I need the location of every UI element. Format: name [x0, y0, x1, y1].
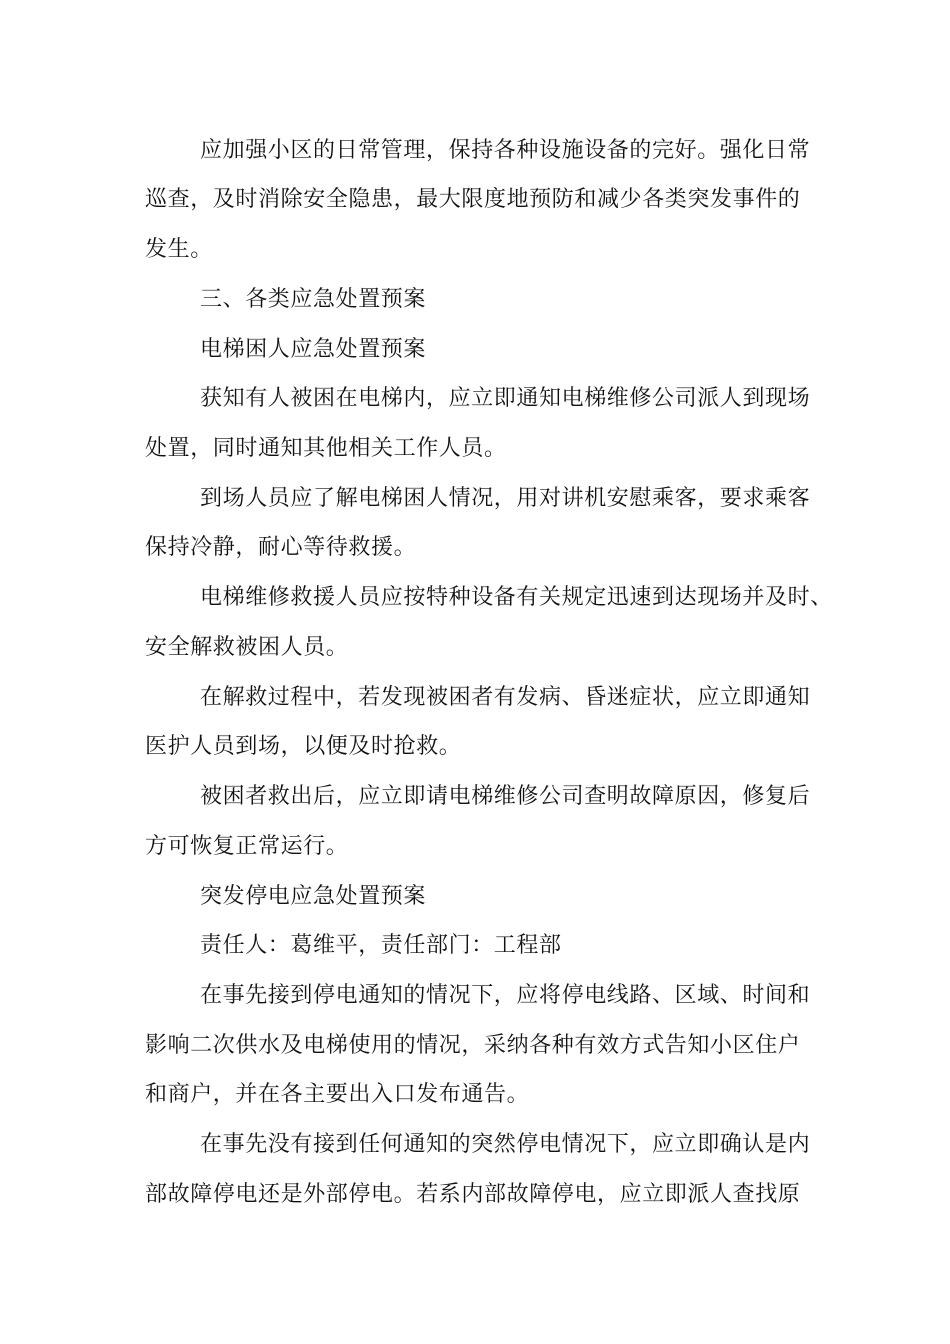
paragraph-line: 部故障停电还是外部停电。若系内部故障停电，应立即派人查找原	[145, 1182, 801, 1207]
paragraph-line: 安全解救被困人员。	[145, 635, 349, 660]
paragraph-line: 被困者救出后，应立即请电梯维修公司查明故障原因，修复后	[200, 784, 811, 809]
paragraph-line: 获知有人被困在电梯内，应立即通知电梯维修公司派人到现场	[200, 386, 811, 411]
paragraph-line: 巡查，及时消除安全隐患，最大限度地预防和减少各类突发事件的	[145, 187, 801, 212]
responsibility-line: 责任人：葛维平，责任部门：工程部	[200, 933, 562, 958]
paragraph-line: 处置，同时通知其他相关工作人员。	[145, 436, 507, 461]
paragraph-line: 保持冷静，耐心等待救援。	[145, 535, 417, 560]
subsection-heading: 电梯困人应急处置预案	[200, 337, 427, 362]
paragraph-line: 和商户，并在各主要出入口发布通告。	[145, 1082, 530, 1107]
paragraph-line: 发生。	[145, 237, 213, 262]
paragraph-line: 应加强小区的日常管理，保持各种设施设备的完好。强化日常	[200, 138, 811, 163]
subsection-heading: 突发停电应急处置预案	[200, 884, 427, 909]
paragraph-line: 方可恢复正常运行。	[145, 834, 349, 859]
paragraph-line: 到场人员应了解电梯困人情况，用对讲机安慰乘客，要求乘客	[200, 486, 811, 511]
paragraph-line: 在解救过程中，若发现被困者有发病、昏迷症状，应立即通知	[200, 685, 811, 710]
section-heading: 三、各类应急处置预案	[200, 287, 427, 312]
paragraph-line: 电梯维修救援人员应按特种设备有关规定迅速到达现场并及时、	[200, 585, 833, 610]
paragraph-line: 影响二次供水及电梯使用的情况，采纳各种有效方式告知小区住户	[145, 1033, 801, 1058]
paragraph-line: 在事先接到停电通知的情况下，应将停电线路、区域、时间和	[200, 983, 811, 1008]
paragraph-line: 在事先没有接到任何通知的突然停电情况下，应立即确认是内	[200, 1132, 811, 1157]
paragraph-line: 医护人员到场，以便及时抢救。	[145, 734, 462, 759]
